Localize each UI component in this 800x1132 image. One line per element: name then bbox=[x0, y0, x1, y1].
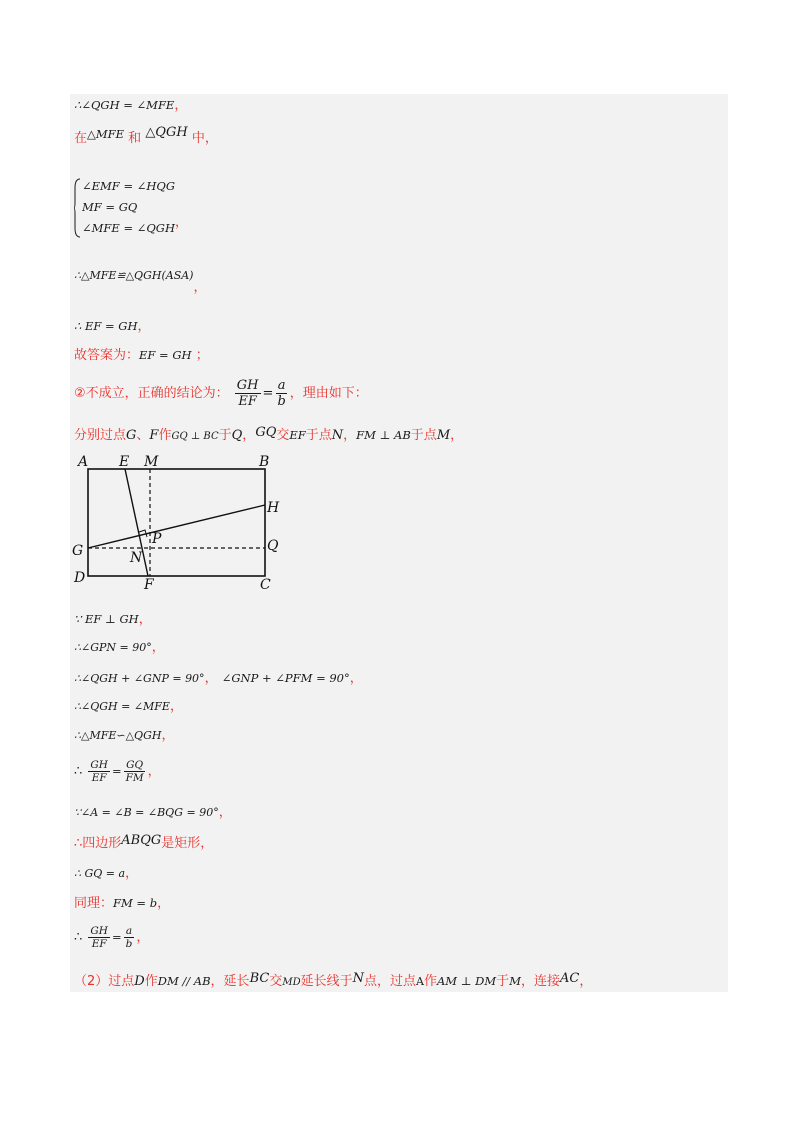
equation-system bbox=[82, 176, 188, 239]
line-angle-sums bbox=[74, 670, 363, 687]
fraction-gh-ef bbox=[235, 378, 261, 409]
fraction-a-b bbox=[124, 925, 135, 950]
line-congruent bbox=[74, 268, 207, 295]
math-expression: DM // AB bbox=[157, 974, 211, 988]
label-g: G bbox=[72, 543, 84, 559]
label-q: Q bbox=[267, 538, 279, 554]
therefore: ∴ bbox=[74, 764, 83, 779]
text: ， bbox=[579, 974, 593, 989]
math-expression: ∴∠QGH + ∠GNP = 90° bbox=[74, 672, 205, 685]
line-ef-eq-gh bbox=[74, 318, 151, 335]
text: 是矩形， bbox=[161, 836, 214, 851]
left-brace bbox=[74, 178, 80, 238]
text: ，延长 bbox=[210, 974, 250, 989]
triangle-mfe: △MFE bbox=[87, 127, 125, 141]
equals: = bbox=[262, 386, 274, 401]
math-expression: EF = GH bbox=[139, 348, 192, 362]
text: ②不成立，正确的结论为： bbox=[74, 386, 229, 401]
line-right-angles bbox=[74, 805, 232, 821]
text: ， bbox=[242, 428, 256, 443]
equation-row: ∠MFE = ∠QGH bbox=[82, 221, 176, 235]
punct: ， bbox=[161, 728, 175, 743]
label-e: E bbox=[119, 454, 130, 470]
math-expression: ∴△MFE≌△QGH(ASA) bbox=[74, 269, 194, 282]
label-p: P bbox=[152, 531, 162, 547]
denominator: EF bbox=[238, 394, 257, 409]
text: ，连接 bbox=[520, 974, 560, 989]
numerator: a bbox=[277, 378, 286, 393]
point-label: A bbox=[416, 975, 424, 988]
text: 点，过点 bbox=[363, 974, 416, 989]
math-expression: GQ ⊥ BC bbox=[171, 431, 219, 442]
line-gq-eq-a bbox=[74, 866, 138, 882]
label-c: C bbox=[260, 577, 271, 593]
punct: ， bbox=[136, 930, 150, 945]
line-angle-equal-2 bbox=[74, 699, 183, 715]
punct: ， bbox=[169, 699, 183, 714]
text: 作 bbox=[158, 428, 172, 443]
text: ， bbox=[450, 428, 464, 443]
text: 分别过点 bbox=[74, 428, 127, 443]
math-expression: ∵∠A = ∠B = ∠BQG = 90° bbox=[74, 806, 219, 819]
math-expression: AC bbox=[559, 971, 580, 986]
punct: ， bbox=[125, 866, 139, 881]
math-expression: AM ⊥ DM bbox=[436, 974, 497, 988]
math-expression: ∴∠QGH = ∠MFE bbox=[74, 700, 170, 713]
text: 、 bbox=[136, 428, 150, 443]
text: 于点 bbox=[305, 428, 332, 443]
triangle-qgh: △QGH bbox=[145, 125, 188, 140]
punct: ， bbox=[157, 896, 171, 911]
math-expression: ∠GNP + ∠PFM = 90° bbox=[221, 671, 350, 685]
punct: ， bbox=[138, 612, 152, 627]
punct: ， bbox=[147, 764, 161, 779]
punct: ， bbox=[349, 671, 363, 686]
rectangle-abcd bbox=[88, 469, 265, 576]
punct: ， bbox=[204, 671, 218, 686]
label-m: M bbox=[144, 454, 159, 470]
line-ratio-final bbox=[74, 920, 149, 955]
text: （2）过点 bbox=[74, 974, 135, 989]
label-b: B bbox=[259, 454, 270, 470]
therefore: ∴ bbox=[74, 930, 83, 945]
fraction-gh-ef bbox=[88, 759, 110, 784]
text: ， bbox=[343, 428, 357, 443]
numerator: GH bbox=[236, 378, 259, 393]
text: 和 bbox=[128, 131, 142, 146]
equation-row: MF = GQ bbox=[82, 200, 138, 214]
line-angle-equal-1 bbox=[74, 97, 187, 114]
text: ∴四边形 bbox=[74, 836, 122, 851]
numerator: GQ bbox=[126, 759, 144, 771]
numerator: GH bbox=[90, 759, 108, 771]
text: 同理： bbox=[74, 896, 114, 911]
text: 于点 bbox=[410, 428, 437, 443]
line-gpn bbox=[74, 640, 165, 656]
point-label: N bbox=[331, 428, 344, 443]
equals: = bbox=[111, 764, 122, 778]
equals: = bbox=[111, 930, 122, 944]
label-h: H bbox=[267, 500, 280, 516]
denominator: EF bbox=[91, 938, 107, 950]
text: 交 bbox=[269, 974, 283, 989]
text: 中， bbox=[191, 131, 218, 146]
line-construction bbox=[74, 427, 463, 445]
point-label: G bbox=[126, 428, 137, 443]
math-expression: BC bbox=[249, 971, 270, 986]
math-expression: ∴ GQ = a bbox=[74, 867, 126, 880]
math-expression: EF bbox=[289, 428, 306, 442]
math-expression: FM = b bbox=[113, 896, 158, 910]
punct: ， bbox=[218, 805, 232, 820]
punct: ， bbox=[137, 319, 151, 334]
line-rectangle bbox=[74, 833, 214, 852]
text: 在 bbox=[74, 131, 88, 146]
label-n: N bbox=[130, 550, 143, 566]
equation-row: ∠EMF = ∠HQG bbox=[82, 179, 176, 193]
line-part-2 bbox=[74, 973, 592, 991]
line-ratio-1 bbox=[74, 754, 161, 789]
label-a: A bbox=[78, 454, 89, 470]
punct: ， bbox=[175, 215, 189, 230]
denominator: EF bbox=[91, 772, 107, 784]
text: ，理由如下： bbox=[289, 386, 368, 401]
denominator: b bbox=[125, 938, 133, 950]
line-conclusion-2 bbox=[74, 377, 368, 411]
math-expression: ∵ EF ⊥ GH bbox=[74, 612, 139, 626]
numerator: GH bbox=[90, 925, 108, 937]
point-label: M bbox=[509, 974, 521, 988]
line-similar bbox=[74, 728, 174, 744]
text: 作 bbox=[423, 974, 437, 989]
math-expression: ∴△MFE∽△QGH bbox=[74, 729, 162, 742]
math-expression: ∴∠QGH = ∠MFE bbox=[74, 98, 175, 112]
denominator: b bbox=[277, 394, 286, 409]
math-expression: FM ⊥ AB bbox=[356, 428, 411, 442]
math-expression: ∴ EF = GH bbox=[74, 319, 138, 333]
text: 作 bbox=[144, 974, 158, 989]
point-label: Q bbox=[231, 428, 243, 443]
point-label: N bbox=[352, 971, 364, 986]
text: 交 bbox=[276, 428, 290, 443]
punct: ， bbox=[174, 98, 188, 113]
math-expression: ABQG bbox=[121, 833, 162, 848]
line-fm-eq-b bbox=[74, 895, 170, 912]
fraction-gh-ef bbox=[88, 925, 110, 950]
fraction-gq-fm bbox=[124, 759, 146, 784]
math-expression: GQ bbox=[255, 425, 277, 440]
line-perpendicular bbox=[74, 611, 152, 628]
geometry-figure bbox=[70, 450, 290, 595]
label-f: F bbox=[144, 577, 154, 593]
point-label: F bbox=[149, 428, 159, 443]
text: ； bbox=[195, 348, 209, 363]
point-label: D bbox=[134, 974, 145, 989]
point-label: M bbox=[436, 428, 451, 443]
punct: ， bbox=[151, 640, 165, 655]
label-d: D bbox=[74, 570, 86, 586]
text: 于 bbox=[496, 974, 510, 989]
punct: ， bbox=[193, 280, 207, 295]
math-expression: ∴∠GPN = 90° bbox=[74, 641, 152, 654]
text: 于 bbox=[218, 428, 232, 443]
line-in-triangles bbox=[74, 125, 218, 147]
denominator: FM bbox=[125, 772, 144, 784]
math-expression: MD bbox=[282, 977, 301, 988]
line-answer bbox=[74, 347, 209, 364]
text: 延长线于 bbox=[300, 974, 353, 989]
segment-gh bbox=[88, 505, 265, 548]
text: 故答案为： bbox=[74, 348, 140, 363]
fraction-a-b bbox=[275, 378, 287, 409]
numerator: a bbox=[125, 925, 133, 937]
